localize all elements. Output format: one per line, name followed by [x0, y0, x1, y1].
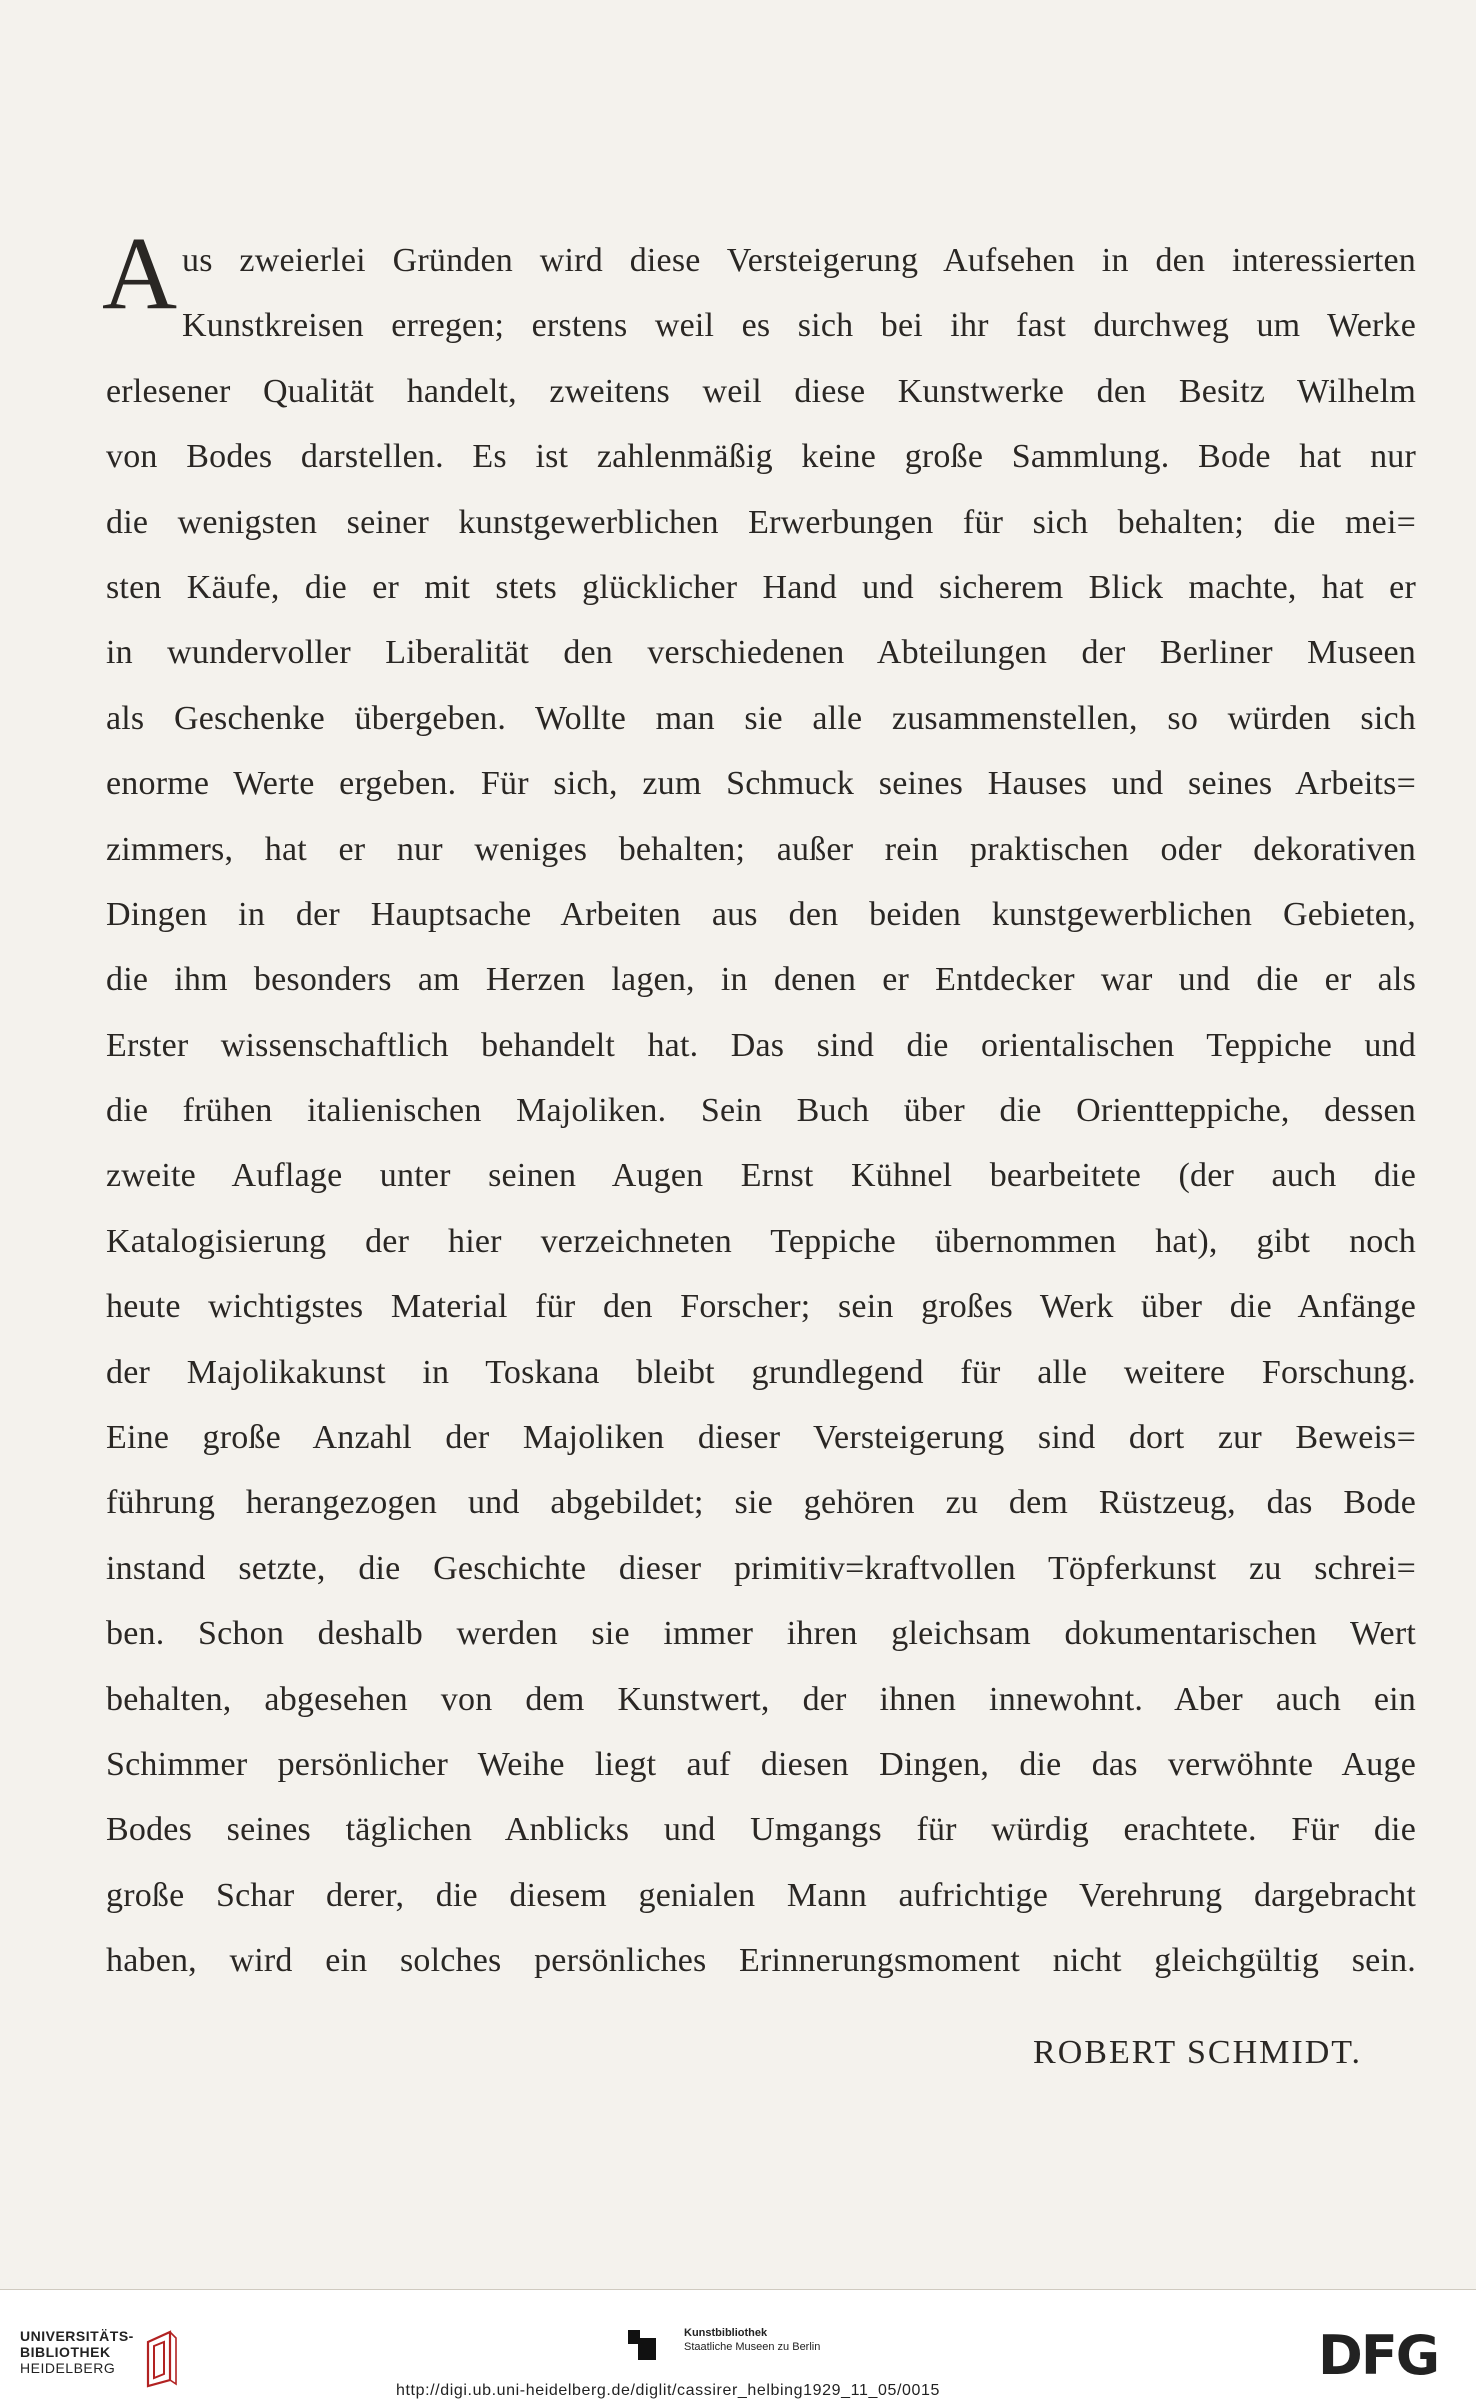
text-line: in wundervoller Liberalität den verschiedenen Abteilungen der Berliner Museen: [106, 634, 1416, 672]
author-signature: ROBERT SCHMIDT.: [1033, 2034, 1362, 2071]
footer-bar: [0, 2290, 1476, 2405]
text-line: Bodes seines täglichen Anblicks und Umgangs für würdig erachtete. Für die: [106, 1811, 1416, 1849]
text-line: die ihm besonders am Herzen lagen, in denen er Entdecker war und die er als: [106, 961, 1416, 999]
text-line: der Majolikakunst in Toskana bleibt grundlegend für alle weitere Forschung.: [106, 1353, 1416, 1391]
text-line: die wenigsten seiner kunstgewerblichen Erwerbungen für sich behalten; die mei=: [106, 503, 1416, 541]
body-text: [102, 216, 1416, 1994]
text-line-content: us zweierlei Gründen wird diese Versteigerung Aufsehen in den interessierten: [182, 242, 1416, 279]
drop-cap: A: [102, 216, 178, 331]
text-line: Dingen in der Hauptsache Arbeiten aus den beiden kunstgewerblichen Gebieten,: [106, 895, 1416, 933]
university-logo-line-2: BIBLIOTHEK: [20, 2344, 111, 2360]
text-line: zweite Auflage unter seinen Augen Ernst Kühnel bearbeitete (der auch die: [106, 1157, 1416, 1195]
text-line: Katalogisierung der hier verzeichneten Teppiche übernommen hat), gibt noch: [106, 1222, 1416, 1260]
text-line: von Bodes darstellen. Es ist zahlenmäßig keine große Sammlung. Bode hat nur: [106, 438, 1416, 476]
text-line: Schimmer persönlicher Weihe liegt auf diesen Dingen, die das verwöhnte Auge: [106, 1745, 1416, 1783]
kunstbibliothek-name: Kunstbibliothek: [684, 2327, 768, 2339]
university-emblem-icon: [140, 2328, 180, 2388]
permalink-url[interactable]: http://digi.ub.uni-heidelberg.de/diglit/cassirer_helbing1929_11_05/0015: [396, 2382, 941, 2399]
text-line: Kunstkreisen erregen; erstens weil es sich bei ihr fast durchweg um Werke: [182, 307, 1416, 345]
text-line: die frühen italienischen Majoliken. Sein Buch über die Orientteppiche, dessen: [106, 1092, 1416, 1130]
text-line: behalten, abgesehen von dem Kunstwert, der ihnen innewohnt. Aber auch ein: [106, 1680, 1416, 1718]
text-line: erlesener Qualität handelt, zweitens weil diese Kunstwerke den Besitz Wilhelm: [106, 372, 1416, 410]
university-logo-line-1: UNIVERSITÄTS-: [20, 2328, 134, 2344]
kunstbibliothek-mark-icon: [628, 2330, 656, 2360]
text-line: zimmers, hat er nur weniges behalten; außer rein praktischen oder dekorativen: [106, 830, 1416, 868]
kunstbibliothek-subtitle: Staatliche Museen zu Berlin: [684, 2341, 821, 2353]
university-library-logo[interactable]: [20, 2328, 200, 2388]
text-line: große Schar derer, die diesem genialen Mann aufrichtige Verehrung dargebracht: [106, 1876, 1416, 1914]
dfg-logo[interactable]: DFG: [1318, 2324, 1439, 2387]
text-line: haben, wird ein solches persönliches Erinnerungsmoment nicht gleichgültig sein.: [106, 1942, 1416, 1980]
kunstbibliothek-logo[interactable]: [628, 2324, 858, 2370]
text-line: ben. Schon deshalb werden sie immer ihren gleichsam dokumentarischen Wert: [106, 1615, 1416, 1653]
text-line: enorme Werte ergeben. Für sich, zum Schmuck seines Hauses und seines Arbeits=: [106, 765, 1416, 803]
text-line: heute wichtigstes Material für den Forscher; sein großes Werk über die Anfänge: [106, 1288, 1416, 1326]
university-logo-line-3: HEIDELBERG: [20, 2360, 116, 2376]
text-line: als Geschenke übergeben. Wollte man sie alle zusammenstellen, so würden sich: [106, 699, 1416, 737]
text-line: instand setzte, die Geschichte dieser primitiv=kraftvollen Töpferkunst zu schrei=: [106, 1549, 1416, 1587]
text-line: führung herangezogen und abgebildet; sie gehören zu dem Rüstzeug, das Bode: [106, 1484, 1416, 1522]
text-line: Eine große Anzahl der Majoliken dieser Versteigerung sind dort zur Beweis=: [106, 1419, 1416, 1457]
text-line: Erster wissenschaftlich behandelt hat. Das sind die orientalischen Teppiche und: [106, 1026, 1416, 1064]
text-line: sten Käufe, die er mit stets glücklicher Hand und sicherem Blick machte, hat er: [106, 568, 1416, 606]
